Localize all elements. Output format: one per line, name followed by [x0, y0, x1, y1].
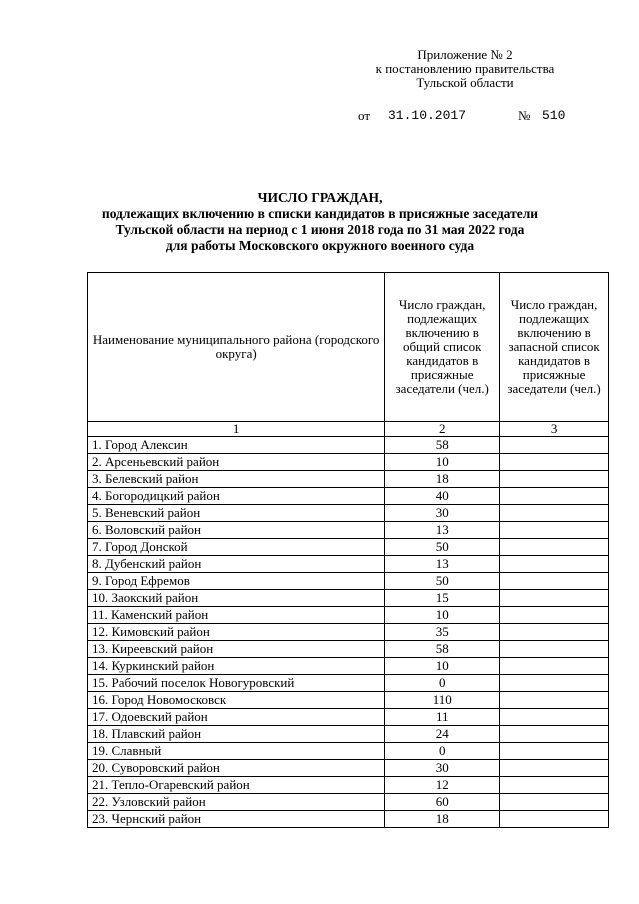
column-number-row: [88, 422, 609, 437]
row-reserve-count: [500, 539, 609, 556]
row-name: 14. Куркинский район: [88, 658, 385, 675]
row-name: 5. Веневский район: [88, 505, 385, 522]
citizens-table: [87, 272, 609, 828]
row-reserve-count: [500, 675, 609, 692]
row-reserve-count: [500, 573, 609, 590]
table-row: [88, 522, 609, 539]
row-reserve-count: [500, 607, 609, 624]
row-general-count: 110: [385, 692, 500, 709]
row-name: 15. Рабочий поселок Новогуровский: [88, 675, 385, 692]
row-name: 7. Город Донской: [88, 539, 385, 556]
table-row: [88, 658, 609, 675]
table-row: [88, 777, 609, 794]
attachment-line-1: Приложение № 2: [417, 47, 513, 62]
attachment-line-2: к постановлению правительства: [375, 61, 555, 76]
row-general-count: 18: [385, 811, 500, 828]
order-number-label: №: [518, 108, 531, 123]
row-general-count: 58: [385, 437, 500, 454]
row-reserve-count: [500, 505, 609, 522]
header-name: Наименование муниципального района (городского округа): [88, 273, 385, 422]
row-general-count: 24: [385, 726, 500, 743]
table-body: [88, 437, 609, 828]
row-name: 11. Каменский район: [88, 607, 385, 624]
row-general-count: 60: [385, 794, 500, 811]
row-reserve-count: [500, 624, 609, 641]
row-general-count: 35: [385, 624, 500, 641]
row-general-count: 30: [385, 760, 500, 777]
row-general-count: 15: [385, 590, 500, 607]
table-row: [88, 539, 609, 556]
table-row: [88, 641, 609, 658]
row-reserve-count: [500, 556, 609, 573]
row-name: 23. Чернский район: [88, 811, 385, 828]
row-name: 12. Кимовский район: [88, 624, 385, 641]
row-name: 10. Заокский район: [88, 590, 385, 607]
row-reserve-count: [500, 522, 609, 539]
row-reserve-count: [500, 726, 609, 743]
heading-line-2: подлежащих включению в списки кандидатов в присяжные заседатели: [101, 206, 539, 221]
row-name: 20. Суворовский район: [88, 760, 385, 777]
row-reserve-count: [500, 658, 609, 675]
table-row: [88, 692, 609, 709]
row-general-count: 50: [385, 539, 500, 556]
row-name: 6. Воловский район: [88, 522, 385, 539]
row-reserve-count: [500, 454, 609, 471]
table-row: [88, 794, 609, 811]
column-number-3: 3: [500, 422, 609, 437]
table-row: [88, 607, 609, 624]
row-reserve-count: [500, 811, 609, 828]
row-general-count: 50: [385, 573, 500, 590]
row-reserve-count: [500, 488, 609, 505]
table-row: [88, 624, 609, 641]
row-reserve-count: [500, 709, 609, 726]
row-general-count: 40: [385, 488, 500, 505]
row-name: 1. Город Алексин: [88, 437, 385, 454]
table-header-row: [88, 273, 609, 422]
header-general-list: Число граждан, подлежащих включению в общий список кандидатов в присяжные заседатели (чел.): [385, 273, 500, 422]
row-general-count: 11: [385, 709, 500, 726]
heading-title: ЧИСЛО ГРАЖДАН,: [257, 190, 383, 205]
header-reserve-list: Число граждан, подлежащих включению в запасной список кандидатов в присяжные заседатели (чел.): [500, 273, 609, 422]
row-general-count: 12: [385, 777, 500, 794]
row-name: 22. Узловский район: [88, 794, 385, 811]
row-general-count: 10: [385, 658, 500, 675]
table-row: [88, 556, 609, 573]
table-row: [88, 675, 609, 692]
order-number: 510: [542, 108, 566, 123]
row-reserve-count: [500, 760, 609, 777]
row-general-count: 0: [385, 743, 500, 760]
table-row: [88, 573, 609, 590]
row-name: 3. Белевский район: [88, 471, 385, 488]
table-row: [88, 590, 609, 607]
attachment-line-3: Тульской области: [416, 75, 514, 90]
table-row: [88, 454, 609, 471]
heading-line-4: для работы Московского окружного военного суда: [165, 238, 475, 253]
row-reserve-count: [500, 641, 609, 658]
row-name: 2. Арсеньевский район: [88, 454, 385, 471]
row-name: 16. Город Новомосковск: [88, 692, 385, 709]
row-general-count: 10: [385, 454, 500, 471]
row-name: 13. Киреевский район: [88, 641, 385, 658]
table-row: [88, 709, 609, 726]
table-row: [88, 505, 609, 522]
row-general-count: 13: [385, 556, 500, 573]
attachment-block: [340, 48, 590, 90]
document-heading: [40, 190, 600, 254]
table-row: [88, 760, 609, 777]
row-name: 17. Одоевский район: [88, 709, 385, 726]
row-reserve-count: [500, 692, 609, 709]
row-name: 18. Плавский район: [88, 726, 385, 743]
row-name: 21. Тепло-Огаревский район: [88, 777, 385, 794]
table-row: [88, 488, 609, 505]
row-name: 4. Богородицкий район: [88, 488, 385, 505]
table-row: [88, 811, 609, 828]
row-general-count: 58: [385, 641, 500, 658]
row-name: 8. Дубенский район: [88, 556, 385, 573]
table-row: [88, 743, 609, 760]
column-number-1: 1: [88, 422, 385, 437]
row-reserve-count: [500, 437, 609, 454]
row-reserve-count: [500, 471, 609, 488]
table-row: [88, 471, 609, 488]
column-number-2: 2: [385, 422, 500, 437]
row-reserve-count: [500, 590, 609, 607]
row-general-count: 13: [385, 522, 500, 539]
row-name: 9. Город Ефремов: [88, 573, 385, 590]
row-general-count: 10: [385, 607, 500, 624]
row-reserve-count: [500, 743, 609, 760]
table-row: [88, 437, 609, 454]
order-date: 31.10.2017: [388, 108, 467, 123]
row-reserve-count: [500, 777, 609, 794]
row-reserve-count: [500, 794, 609, 811]
order-from-label: от: [358, 108, 371, 123]
heading-line-3: Тульской области на период с 1 июня 2018 года по 31 мая 2022 года: [115, 222, 525, 237]
table-row: [88, 726, 609, 743]
row-name: 19. Славный: [88, 743, 385, 760]
row-general-count: 18: [385, 471, 500, 488]
row-general-count: 0: [385, 675, 500, 692]
row-general-count: 30: [385, 505, 500, 522]
